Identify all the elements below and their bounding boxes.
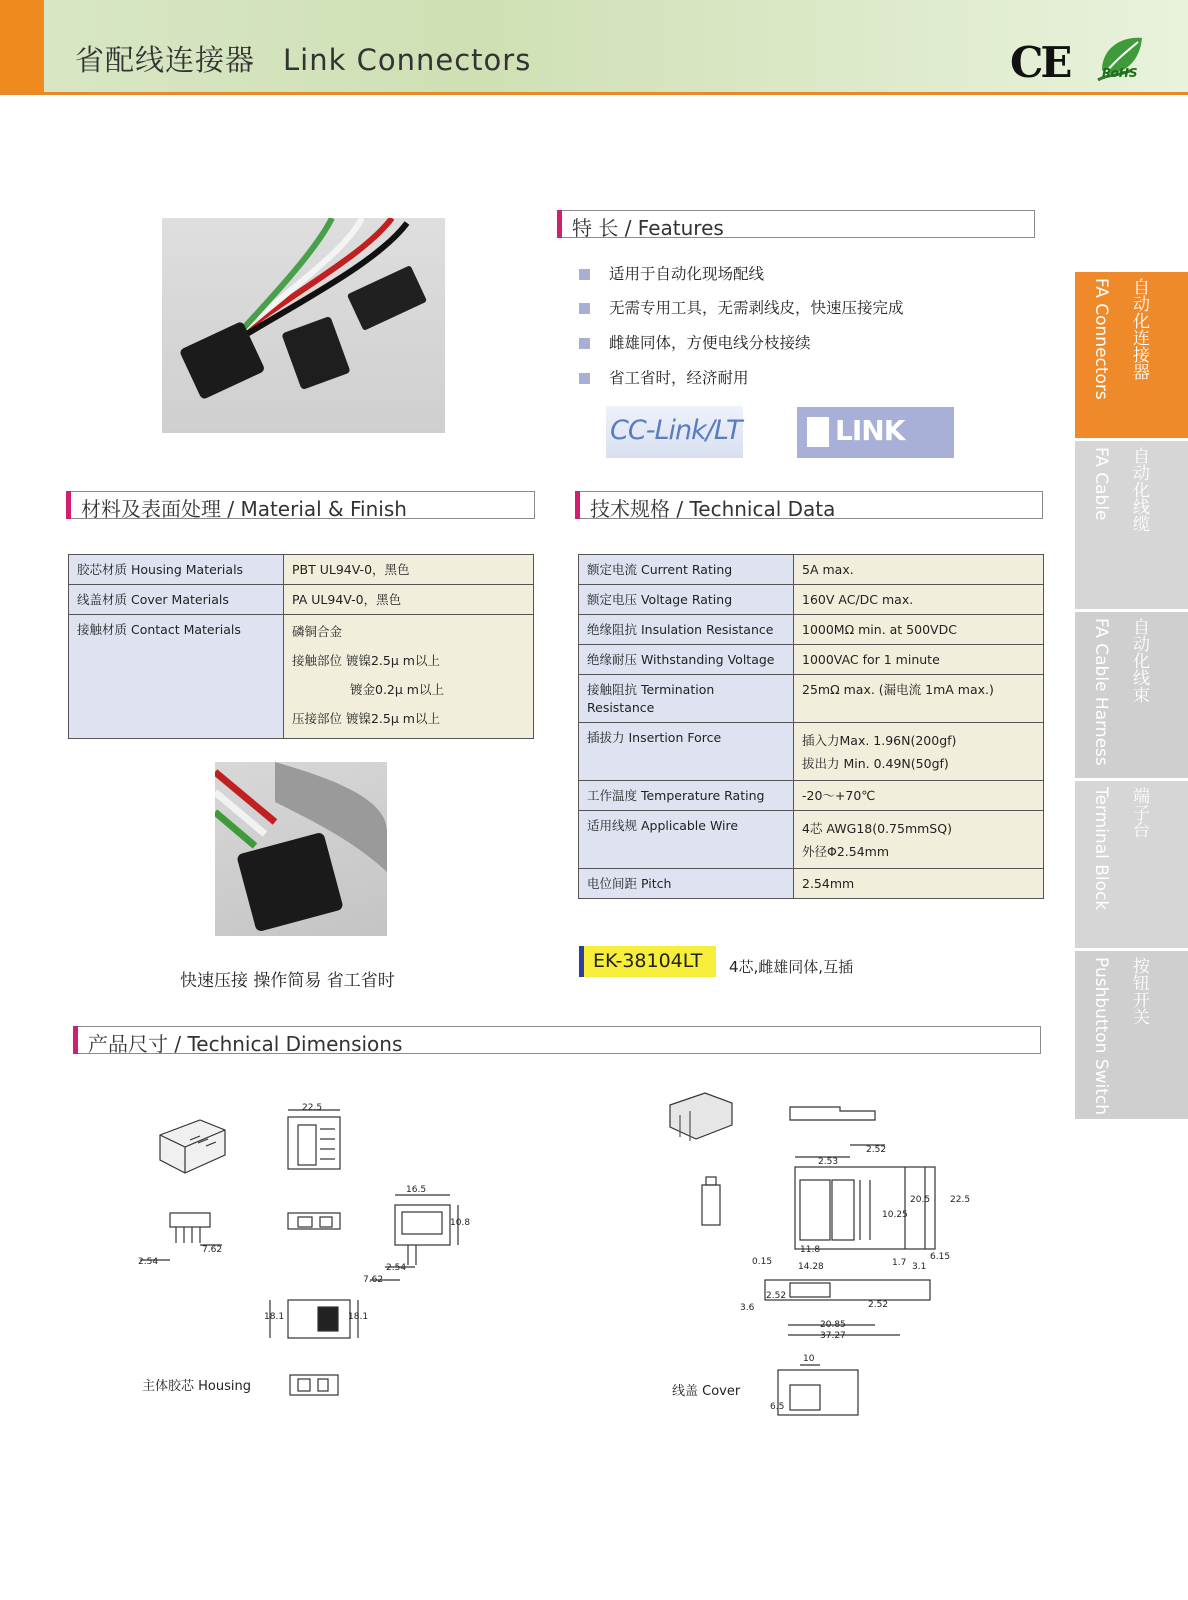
model-badge bbox=[579, 946, 716, 977]
material-heading: 材料及表面处理 / Material & Finish bbox=[81, 497, 407, 521]
table-row: 接触阻抗 Termination Resistance 25mΩ max. (漏电流 1mA max.) bbox=[579, 675, 1044, 723]
cover-drawings bbox=[660, 1085, 960, 1425]
table-row: 接触材质 Contact Materials 磷铜合金 接触部位 镀镍2.5μ m以上 镀金0.2μ m以上 压接部位 镀镍2.5μ m以上 bbox=[69, 615, 534, 739]
side-tab-fa-connectors[interactable]: 自动化连接器 FA Connectors bbox=[1075, 272, 1188, 438]
crimp-caption: 快速压接 操作简易 省工省时 bbox=[180, 971, 395, 991]
features-header bbox=[557, 210, 1035, 238]
side-tab-pushbutton-switch[interactable]: 按钮开关 Pushbutton Switch bbox=[1075, 951, 1188, 1119]
table-row: 线盖材质 Cover Materials PA UL94V-0，黑色 bbox=[69, 585, 534, 615]
side-tab-terminal-block[interactable]: 端子台 Terminal Block bbox=[1075, 781, 1188, 948]
table-row: 适用线规 Applicable Wire 4芯 AWG18(0.75mmSQ) 外径Φ2.54mm bbox=[579, 811, 1044, 869]
title-en: Link Connectors bbox=[283, 43, 532, 77]
crimp-tool-photo bbox=[215, 762, 387, 936]
cc-link-logo: CC-Link/LT bbox=[606, 406, 743, 458]
features-heading: 特 长 / Features bbox=[572, 216, 724, 240]
table-row: 绝缘耐压 Withstanding Voltage 1000VAC for 1 minute bbox=[579, 645, 1044, 675]
table-row: 额定电压 Voltage Rating 160V AC/DC max. bbox=[579, 585, 1044, 615]
feature-item: 省工省时，经济耐用 bbox=[579, 366, 749, 388]
housing-drawings bbox=[130, 1095, 470, 1405]
model-description: 4芯,雌雄同体,互插 bbox=[729, 958, 854, 976]
table-row: 电位间距 Pitch 2.54mm bbox=[579, 869, 1044, 899]
side-tab-fa-cable-harness[interactable]: 自动化线束 FA Cable Harness bbox=[1075, 612, 1188, 778]
cover-label: 线盖 Cover bbox=[672, 1384, 741, 1399]
material-header bbox=[66, 491, 535, 519]
side-tab-fa-cable[interactable]: 自动化线缆 FA Cable bbox=[1075, 441, 1188, 609]
ce-mark-logo: CE bbox=[1010, 38, 1070, 87]
technical-table bbox=[578, 554, 1044, 899]
dimensions-header bbox=[73, 1026, 1041, 1054]
table-row: 胶芯材质 Housing Materials PBT UL94V-0，黑色 bbox=[69, 555, 534, 585]
rohs-logo bbox=[1092, 30, 1148, 86]
title-zh: 省配线连接器 bbox=[75, 43, 256, 77]
feature-item: 无需专用工具，无需剥线皮，快速压接完成 bbox=[579, 296, 904, 318]
model-code: EK-38104LT bbox=[593, 950, 703, 972]
connector-photo bbox=[162, 218, 445, 433]
feature-item: 雌雄同体，方便电线分枝接续 bbox=[579, 331, 811, 353]
feature-item: 适用于自动化现场配线 bbox=[579, 262, 764, 284]
table-row: 插拔力 Insertion Force 插入力Max. 1.96N(200gf) 拔出力 Min. 0.49N(50gf) bbox=[579, 723, 1044, 781]
material-table bbox=[68, 554, 534, 739]
rohs-text: RoHS bbox=[1102, 66, 1138, 80]
table-row: 绝缘阻抗 Insulation Resistance 1000MΩ min. at 500VDC bbox=[579, 615, 1044, 645]
dimensions-heading: 产品尺寸 / Technical Dimensions bbox=[88, 1032, 403, 1056]
technical-heading: 技术规格 / Technical Data bbox=[590, 497, 836, 521]
housing-label: 主体胶芯 Housing bbox=[142, 1379, 251, 1394]
table-row: 工作温度 Temperature Rating -20～+70℃ bbox=[579, 781, 1044, 811]
header-accent bbox=[0, 0, 44, 92]
technical-header bbox=[575, 491, 1043, 519]
page-title bbox=[75, 38, 531, 79]
table-row: 额定电流 Current Rating 5A max. bbox=[579, 555, 1044, 585]
slink-logo: LINK bbox=[797, 407, 954, 458]
